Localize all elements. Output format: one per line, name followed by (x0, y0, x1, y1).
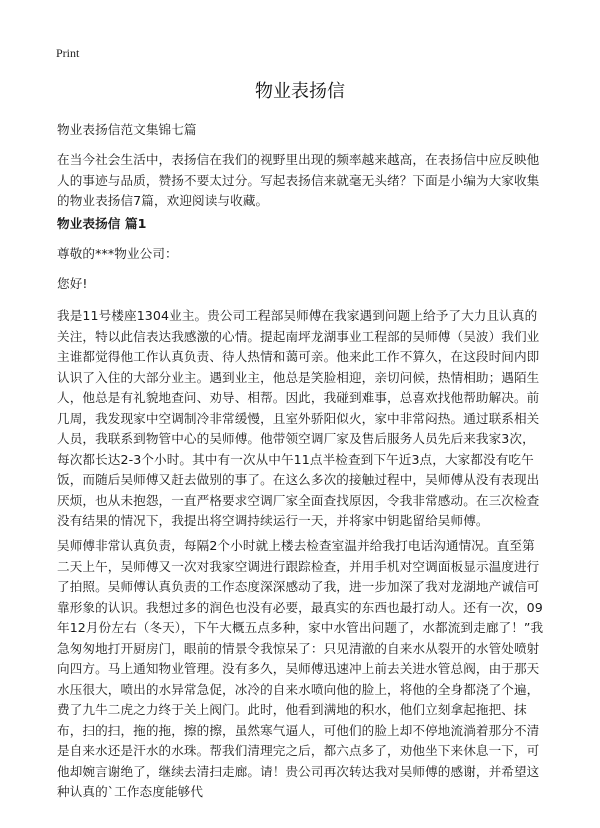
print-link[interactable]: Print (56, 46, 80, 60)
document-title: 物业表扬信 (255, 81, 345, 102)
intro-paragraph: 在当今社会生活中，表扬信在我们的视野里出现的频率越来越高，在表扬信中应反映他人的事迹与品质，赞扬不要太过分。写起表扬信来就毫无头绪？下面是小编为大家收集的物业表扬信7篇，欢迎阅读与收藏。 (57, 152, 540, 208)
document-subtitle: 物业表扬信范文集锦七篇 (57, 122, 197, 137)
letter-greeting: 您好! (57, 276, 88, 291)
letter-paragraph-2: 吴师傅非常认真负责，每隔2个小时就上楼去检查室温并给我打电话沟通情况。直至第二天上午，吴师傅又一次对我家空调进行跟踪检查，并用手机对空调面板显示温度进行了拍照。吴师傅认真负责的工作态度深深感动了我，进一步加深了我对龙湖地产诚信可靠形象的认识。我想过多的润色也没有必要，最真实的东西也最打动人。还有一次，09年12月份左右（冬天），下午大概五点多种，家中水管出问题了，水都流到走廊了！”我急匆匆地打开厨房门，眼前的情景令我惊呆了：只见清澈的自来水从裂开的水管处喷射向四方。马上通知物业管理。没有多久，吴师傅迅速冲上前去关进水管总阀，由于那天水压很大，喷出的水异常急促，冰冷的自来水喷向他的脸上，将他的全身都浇了个遍，费了九牛二虎之力终于关上阀门。此时，他看到满地的积水，他们立刻拿起拖把、抹布，扫的扫，拖的拖，擦的擦，虽然寒气逼人，可他们的脸上却不停地流淌着那分不清是自来水还是汗水的水珠。帮我们清理完之后，都六点多了，劝他坐下来休息一下，可他却婉言谢绝了，继续去清扫走廊。请！贵公司再次转达我对吴师傅的感谢，并希望这种认真的`工作态度能够代 (57, 538, 544, 799)
letter-salutation: 尊敬的***物业公司： (57, 246, 178, 261)
letter-paragraph-1: 我是11号楼座1304业主。贵公司工程部吴师傅在我家遇到问题上给予了大力且认真的关注，特以此信表达我感激的心情。提起南坪龙湖事业工程部的吴师傅（吴波）我们业主谁都觉得他工作认真负责、待人热情和蔼可亲。他来此工作不算久，在这段时间内即认识了入住的大部分业主。遇到业主，他总是笑脸相迎，亲切问候，热情相助；遇陌生人，他总是有礼貌地查问、劝导、相帮。因此，我碰到难事，总喜欢找他帮助解决。前几周，我发现家中空调制冷非常缓慢，且室外骄阳似火，家中非常闷热。通过联系相关人员，我联系到物管中心的吴师傅。他带领空调厂家及售后服务人员先后来我家3次，每次都长达2-3个小时。其中有一次从中午11点半检查到下午近3点，大家都没有吃午饭，而随后吴师傅又赶去做别的事了。在这么多次的接触过程中，吴师傅从没有表现出厌烦，也从未抱怨，一直严格要求空调厂家全面查找原因，令我非常感动。在三次检查没有结果的情况下，我提出将空调持续运行一天，并将家中钥匙留给吴师傅。 (57, 308, 540, 528)
section-heading: 物业表扬信 篇1 (57, 216, 147, 231)
